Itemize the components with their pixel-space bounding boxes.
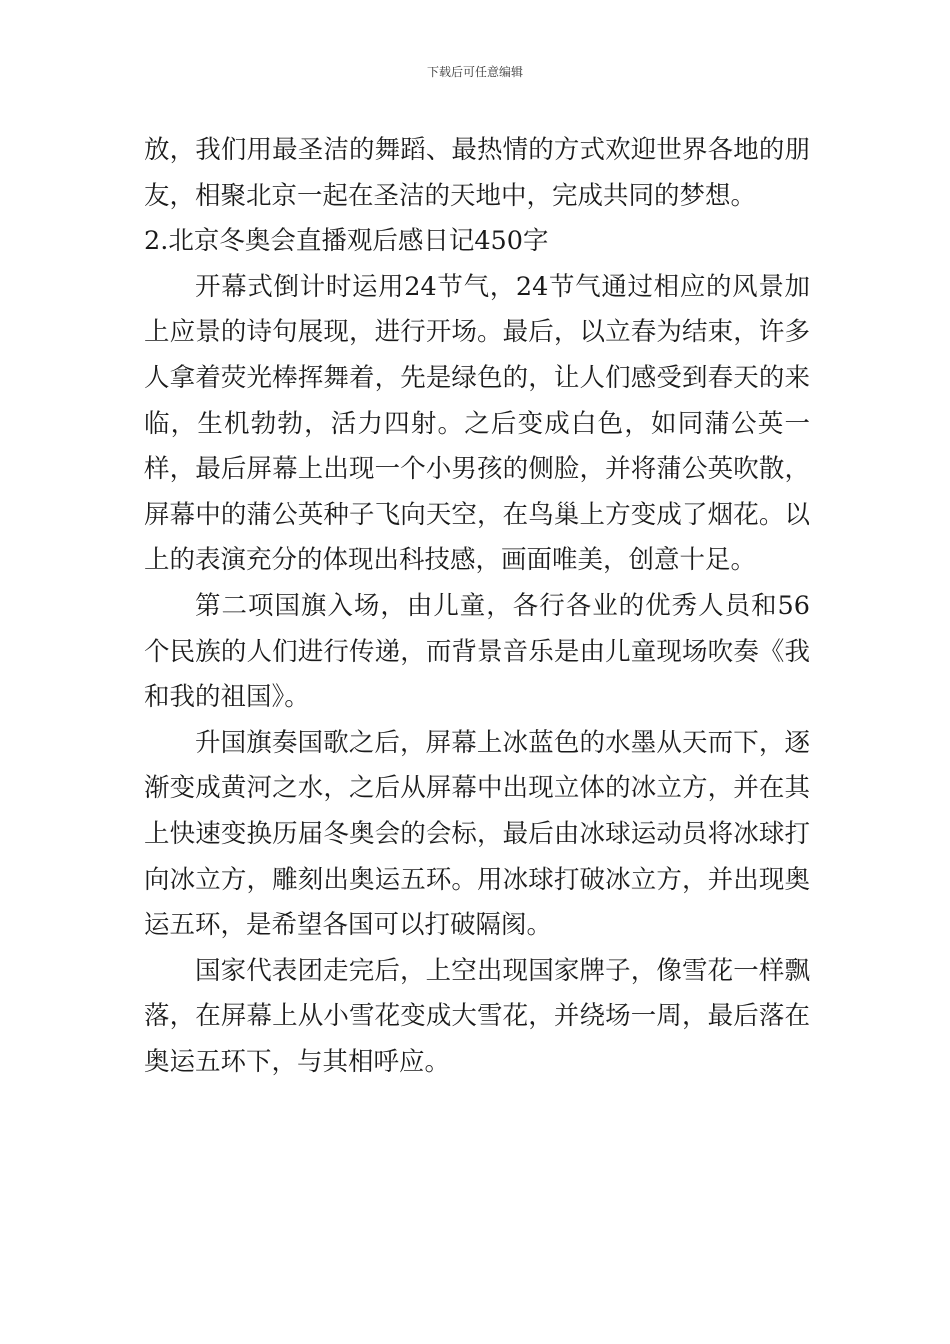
paragraph-opening-countdown: 开幕式倒计时运用24节气，24节气通过相应的风景加上应景的诗句展现，进行开场。最后，以立春为结束，许多人拿着荧光棒挥舞着，先是绿色的，让人们感受到春天的来临，生机勃勃，活力四射。之后变成白色，如同蒲公英一样，最后屏幕上出现一个小男孩的侧脸，并将蒲公英吹散，屏幕中的蒲公英种子飞向天空，在鸟巢上方变成了烟花。以上的表演充分的体现出科技感，画面唯美，创意十足。 [144, 271, 810, 576]
paragraph-continuation: 放，我们用最圣洁的舞蹈、最热情的方式欢迎世界各地的朋友，相聚北京一起在圣洁的天地中，完成共同的梦想。 [144, 135, 810, 211]
section-heading: 2.北京冬奥会直播观后感日记450字 [144, 226, 549, 257]
document-body [144, 128, 810, 1085]
paragraph-ice-cube: 升国旗奏国歌之后，屏幕上冰蓝色的水墨从天而下，逐渐变成黄河之水，之后从屏幕中出现立体的冰立方，并在其上快速变换历届冬奥会的会标，最后由冰球运动员将冰球打向冰立方，雕刻出奥运五环。用冰球打破冰立方，并出现奥运五环，是希望各国可以打破隔阂。 [144, 727, 810, 941]
paragraph-snowflake: 国家代表团走完后，上空出现国家牌子，像雪花一样飘落，在屏幕上从小雪花变成大雪花，并绕场一周，最后落在奥运五环下，与其相呼应。 [144, 955, 810, 1077]
paragraph-flag-entry: 第二项国旗入场，由儿童，各行各业的优秀人员和56个民族的人们进行传递，而背景音乐是由儿童现场吹奏《我和我的祖国》。 [144, 590, 810, 713]
page-header: 下载后可任意编辑 [426, 65, 523, 79]
